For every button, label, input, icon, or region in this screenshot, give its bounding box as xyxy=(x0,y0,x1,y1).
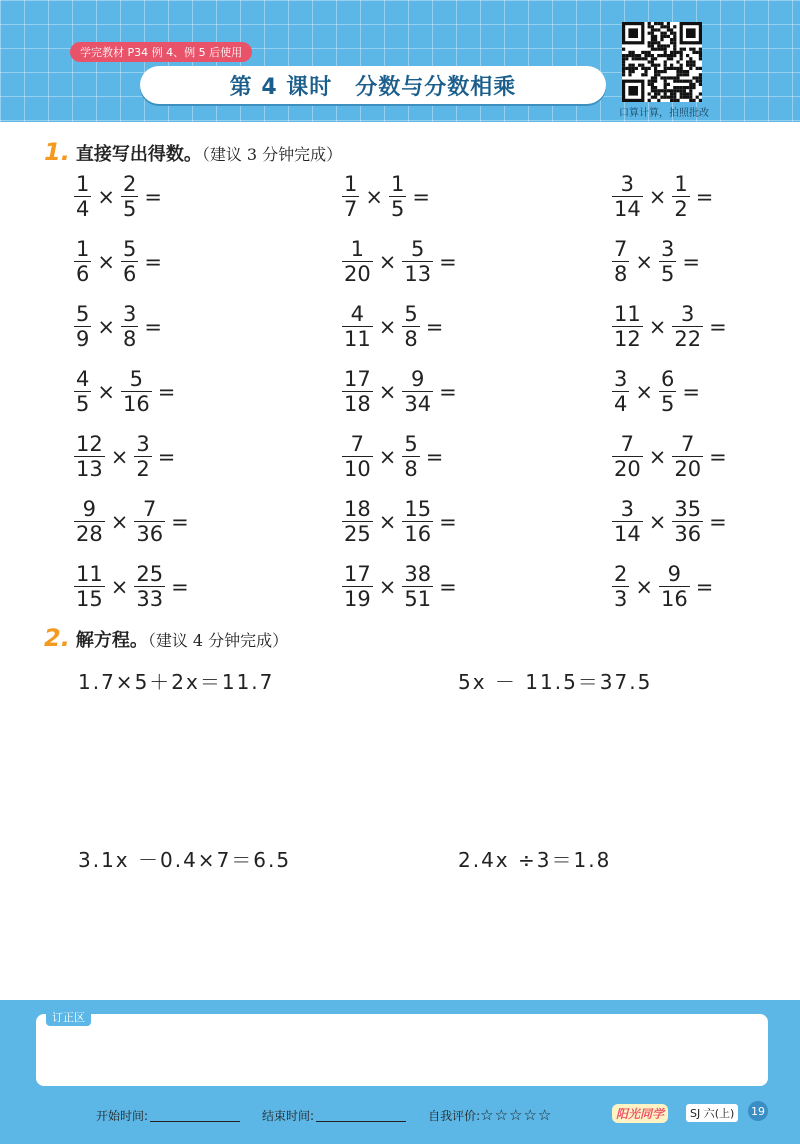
denominator: 34 xyxy=(404,392,432,416)
section1-heading xyxy=(44,138,342,166)
fraction-problem xyxy=(340,562,461,611)
fraction xyxy=(74,237,91,286)
denominator: 18 xyxy=(344,392,371,416)
numerator: 2 xyxy=(122,172,137,196)
denominator: 20 xyxy=(614,457,641,481)
denominator: 36 xyxy=(136,522,164,546)
fraction xyxy=(672,497,703,546)
grade-badge: SJ 六(上) xyxy=(686,1104,738,1122)
page-number: 19 xyxy=(748,1101,768,1121)
fraction xyxy=(74,562,105,611)
times-sign: × xyxy=(110,574,129,599)
numerator: 3 xyxy=(136,432,150,456)
numerator: 3 xyxy=(620,497,635,521)
fraction xyxy=(342,562,373,611)
times-sign: × xyxy=(378,574,397,599)
denominator: 12 xyxy=(614,327,641,351)
denominator: 4 xyxy=(76,197,90,221)
fraction xyxy=(672,172,689,221)
title-bar xyxy=(140,66,606,104)
fraction-problem xyxy=(340,302,447,351)
numerator: 5 xyxy=(76,302,90,326)
fraction xyxy=(612,172,643,221)
section1-hint: （建议 3 分钟完成） xyxy=(201,145,343,164)
times-sign: × xyxy=(378,314,397,339)
denominator: 5 xyxy=(660,262,675,286)
qr-code-graphic xyxy=(622,22,702,102)
fraction-problem xyxy=(72,237,166,286)
star-rating[interactable]: ☆☆☆☆☆ xyxy=(480,1106,553,1124)
numerator: 1 xyxy=(344,172,358,196)
numerator: 7 xyxy=(620,432,635,456)
end-time-label: 结束时间: xyxy=(262,1108,315,1123)
numerator: 11 xyxy=(76,562,103,586)
fraction-problem xyxy=(72,497,193,546)
numerator: 1 xyxy=(350,237,365,261)
numerator: 1 xyxy=(76,237,90,261)
numerator: 18 xyxy=(344,497,371,521)
denominator: 16 xyxy=(122,392,150,416)
fraction-problem xyxy=(610,432,731,481)
page-footer xyxy=(0,1000,800,1144)
denominator: 22 xyxy=(674,327,702,351)
numerator: 3 xyxy=(660,237,675,261)
equals-sign: = xyxy=(695,574,714,599)
fraction xyxy=(672,432,703,481)
equation-4: 2.4x ÷3＝1.8 xyxy=(458,848,612,872)
denominator: 13 xyxy=(404,262,432,286)
numerator: 6 xyxy=(660,367,675,391)
fraction xyxy=(612,497,643,546)
fraction-problem xyxy=(340,432,447,481)
times-sign: × xyxy=(648,444,667,469)
start-time-blank[interactable] xyxy=(150,1109,240,1122)
fraction xyxy=(342,237,373,286)
section2-title: 解方程。 xyxy=(75,630,148,651)
equals-sign: = xyxy=(709,314,727,339)
start-time-label: 开始时间: xyxy=(96,1108,149,1123)
numerator: 5 xyxy=(404,432,418,456)
fraction-problem xyxy=(340,172,434,221)
numerator: 3 xyxy=(620,172,635,196)
fraction xyxy=(402,302,419,351)
equation-3: 3.1x －0.4×7＝6.5 xyxy=(78,848,292,872)
fraction-problem xyxy=(72,302,166,351)
equals-sign: = xyxy=(439,379,457,404)
fraction-problem xyxy=(72,367,179,416)
times-sign: × xyxy=(635,379,653,404)
numerator: 5 xyxy=(122,237,137,261)
numerator: 4 xyxy=(350,302,365,326)
self-eval-label: 自我评价: xyxy=(428,1108,481,1123)
numerator: 1 xyxy=(390,172,405,196)
section1-title: 直接写出得数。 xyxy=(75,144,202,165)
fraction xyxy=(342,497,373,546)
fraction xyxy=(659,237,676,286)
footer-record-row xyxy=(96,1106,552,1124)
fraction xyxy=(402,367,433,416)
equals-sign: = xyxy=(157,444,176,469)
equals-sign: = xyxy=(695,184,714,209)
fraction xyxy=(402,237,433,286)
denominator: 4 xyxy=(614,392,628,416)
correction-label: 订正区 xyxy=(46,1008,91,1026)
numerator: 7 xyxy=(350,432,365,456)
times-sign: × xyxy=(648,184,667,209)
fraction-problem xyxy=(610,562,717,611)
fraction xyxy=(121,172,138,221)
denominator: 33 xyxy=(136,587,164,611)
denominator: 8 xyxy=(122,327,137,351)
times-sign: × xyxy=(648,314,667,339)
denominator: 10 xyxy=(344,457,371,481)
numerator: 2 xyxy=(614,562,628,586)
denominator: 11 xyxy=(344,327,371,351)
equals-sign: = xyxy=(412,184,430,209)
numerator: 7 xyxy=(614,237,628,261)
numerator: 35 xyxy=(674,497,702,521)
equals-sign: = xyxy=(171,574,189,599)
equals-sign: = xyxy=(439,574,457,599)
fraction-problem xyxy=(610,172,717,221)
numerator: 12 xyxy=(76,432,103,456)
times-sign: × xyxy=(378,249,397,274)
numerator: 9 xyxy=(411,367,425,391)
fraction xyxy=(402,497,433,546)
fraction xyxy=(134,497,165,546)
fraction xyxy=(74,302,91,351)
denominator: 16 xyxy=(660,587,688,611)
denominator: 36 xyxy=(674,522,702,546)
lesson-title: 第 4 课时 分数与分数相乘 xyxy=(229,74,517,100)
denominator: 5 xyxy=(122,197,137,221)
denominator: 15 xyxy=(76,587,103,611)
times-sign: × xyxy=(97,379,115,404)
correction-area[interactable] xyxy=(36,1014,768,1086)
fraction xyxy=(612,562,629,611)
numerator: 1 xyxy=(76,172,90,196)
denominator: 13 xyxy=(76,457,103,481)
numerator: 3 xyxy=(122,302,137,326)
equals-sign: = xyxy=(439,509,457,534)
fraction xyxy=(612,367,629,416)
fraction-problem xyxy=(340,497,461,546)
equation-1: 1.7×5＋2x＝11.7 xyxy=(78,670,275,694)
fraction xyxy=(672,302,703,351)
fraction xyxy=(121,367,152,416)
numerator: 7 xyxy=(143,497,157,521)
times-sign: × xyxy=(378,444,397,469)
times-sign: × xyxy=(97,184,115,209)
denominator: 3 xyxy=(614,587,628,611)
fraction-problem xyxy=(610,497,731,546)
fraction xyxy=(74,497,105,546)
denominator: 19 xyxy=(344,587,371,611)
numerator: 5 xyxy=(129,367,144,391)
denominator: 2 xyxy=(136,457,150,481)
denominator: 51 xyxy=(404,587,432,611)
fraction xyxy=(342,367,373,416)
numerator: 1 xyxy=(674,172,688,196)
numerator: 5 xyxy=(404,302,418,326)
section2-heading xyxy=(44,624,288,652)
denominator: 20 xyxy=(674,457,702,481)
fraction xyxy=(134,432,151,481)
numerator: 9 xyxy=(667,562,682,586)
denominator: 8 xyxy=(404,457,418,481)
denominator: 16 xyxy=(404,522,432,546)
denominator: 8 xyxy=(614,262,628,286)
equals-sign: = xyxy=(144,249,162,274)
equals-sign: = xyxy=(144,314,162,339)
end-time-blank[interactable] xyxy=(316,1109,406,1122)
qr-code-icon[interactable] xyxy=(622,22,702,102)
denominator: 5 xyxy=(390,197,405,221)
denominator: 14 xyxy=(614,522,641,546)
fraction xyxy=(402,432,419,481)
equals-sign: = xyxy=(144,184,162,209)
denominator: 6 xyxy=(76,262,90,286)
numerator: 25 xyxy=(136,562,164,586)
denominator: 20 xyxy=(344,262,371,286)
denominator: 8 xyxy=(404,327,418,351)
numerator: 4 xyxy=(76,367,90,391)
fraction xyxy=(389,172,406,221)
qr-caption: 口算计算，拍照批改 xyxy=(619,108,709,119)
fraction-problem xyxy=(72,172,166,221)
numerator: 11 xyxy=(614,302,641,326)
denominator: 7 xyxy=(344,197,358,221)
times-sign: × xyxy=(110,509,129,534)
fraction-problem xyxy=(340,237,461,286)
times-sign: × xyxy=(97,249,115,274)
times-sign: × xyxy=(378,379,397,404)
denominator: 6 xyxy=(122,262,137,286)
section2-hint: （建议 4 分钟完成） xyxy=(147,631,289,650)
page-header xyxy=(0,0,800,122)
denominator: 2 xyxy=(674,197,688,221)
fraction-problem xyxy=(340,367,461,416)
fraction xyxy=(402,562,433,611)
denominator: 25 xyxy=(344,522,371,546)
fraction-problem xyxy=(610,367,704,416)
times-sign: × xyxy=(365,184,383,209)
fraction xyxy=(74,432,105,481)
fraction xyxy=(612,432,643,481)
equals-sign: = xyxy=(157,379,176,404)
fraction xyxy=(121,302,138,351)
times-sign: × xyxy=(648,509,667,534)
equals-sign: = xyxy=(425,314,444,339)
denominator: 5 xyxy=(76,392,90,416)
equals-sign: = xyxy=(171,509,189,534)
equals-sign: = xyxy=(709,444,727,469)
fraction xyxy=(342,302,373,351)
denominator: 5 xyxy=(660,392,675,416)
fraction xyxy=(74,367,91,416)
fraction-problem xyxy=(72,562,193,611)
section2-number: 2. xyxy=(44,624,70,652)
fraction-problem xyxy=(610,302,731,351)
fraction xyxy=(612,237,629,286)
times-sign: × xyxy=(378,509,397,534)
denominator: 14 xyxy=(614,197,641,221)
numerator: 3 xyxy=(614,367,628,391)
equals-sign: = xyxy=(425,444,444,469)
fraction xyxy=(342,172,359,221)
equation-2: 5x － 11.5＝37.5 xyxy=(458,670,653,694)
times-sign: × xyxy=(635,249,653,274)
fraction xyxy=(342,432,373,481)
numerator: 3 xyxy=(681,302,695,326)
numerator: 5 xyxy=(411,237,425,261)
fraction xyxy=(612,302,643,351)
fraction xyxy=(134,562,165,611)
brand-logo: 阳光同学 xyxy=(612,1104,668,1123)
equals-sign: = xyxy=(682,379,700,404)
fraction xyxy=(121,237,138,286)
equals-sign: = xyxy=(709,509,727,534)
numerator: 9 xyxy=(82,497,97,521)
numerator: 17 xyxy=(344,562,371,586)
fraction xyxy=(659,367,676,416)
usage-tag: 学完教材 P34 例 4、例 5 后使用 xyxy=(70,42,252,62)
fraction xyxy=(74,172,91,221)
fraction xyxy=(659,562,690,611)
equals-sign: = xyxy=(439,249,457,274)
numerator: 15 xyxy=(404,497,432,521)
numerator: 17 xyxy=(344,367,371,391)
fraction-problem xyxy=(610,237,704,286)
fraction-problem xyxy=(72,432,179,481)
denominator: 9 xyxy=(76,327,90,351)
numerator: 7 xyxy=(681,432,695,456)
times-sign: × xyxy=(635,574,653,599)
section1-number: 1. xyxy=(44,138,70,166)
equals-sign: = xyxy=(682,249,700,274)
numerator: 38 xyxy=(404,562,432,586)
denominator: 28 xyxy=(76,522,103,546)
times-sign: × xyxy=(97,314,115,339)
times-sign: × xyxy=(110,444,129,469)
